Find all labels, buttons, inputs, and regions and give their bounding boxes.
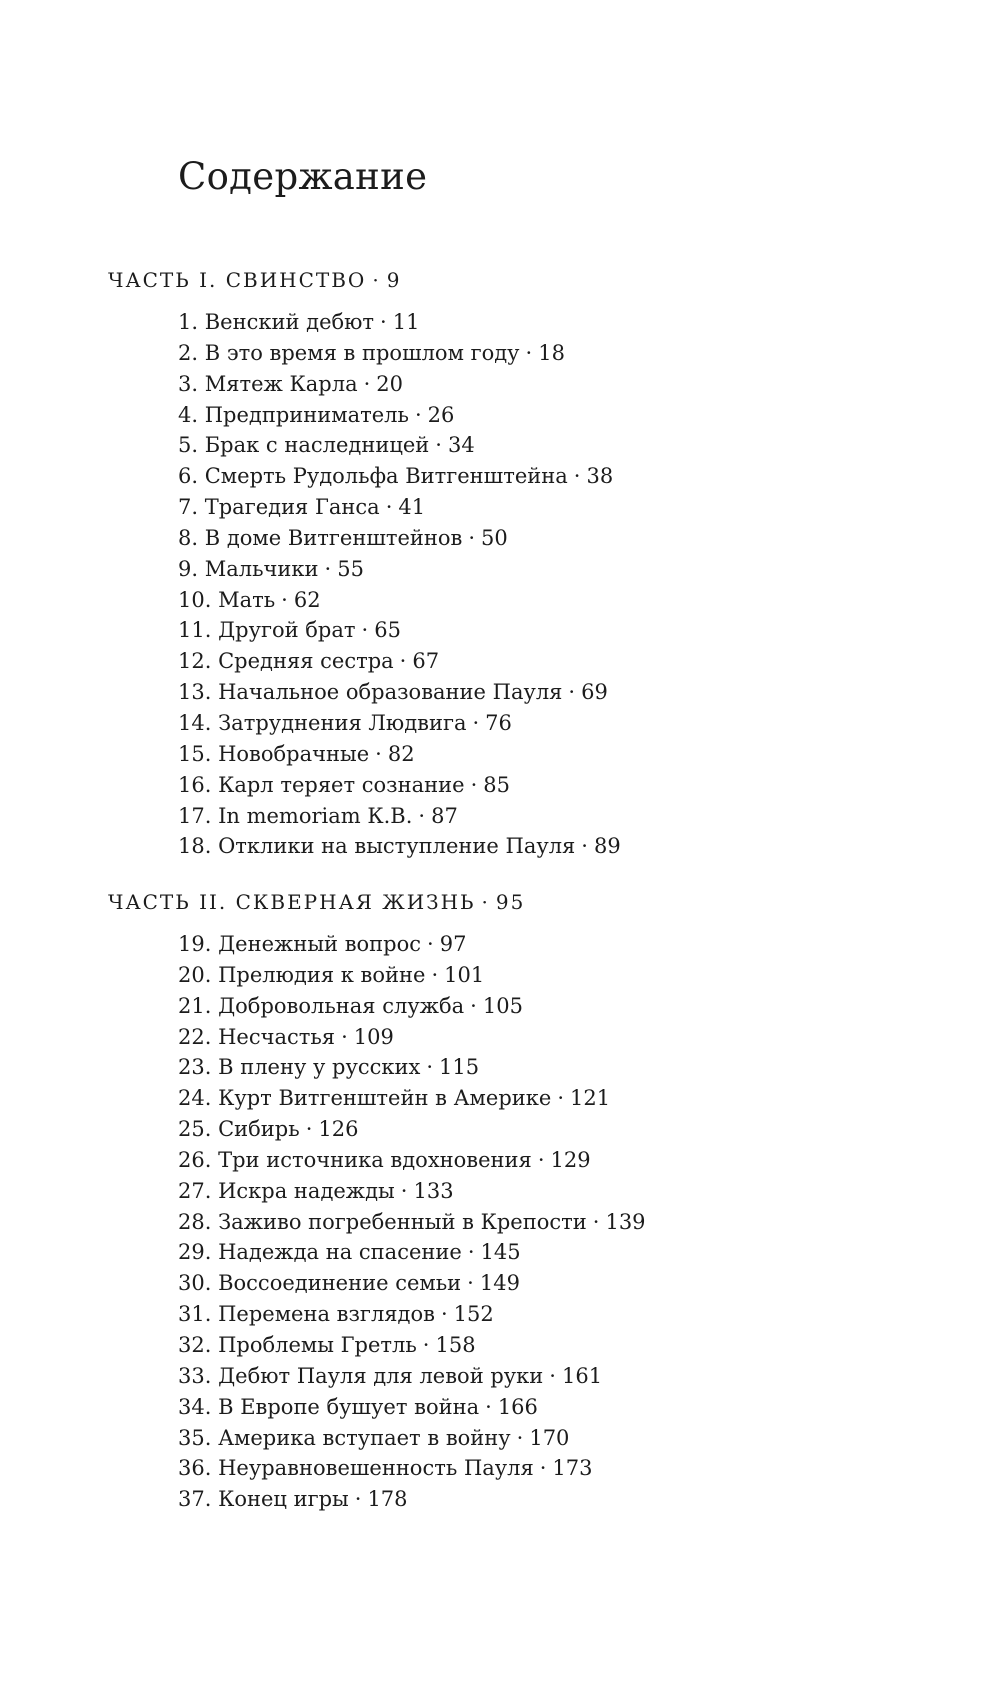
toc-entry[interactable]: [178, 1392, 968, 1423]
chapter-number: 8.: [178, 525, 199, 550]
chapter-title: Другой брат: [218, 618, 356, 643]
chapter-number: 27.: [178, 1178, 212, 1203]
toc-entry[interactable]: [178, 1268, 968, 1299]
chapter-page: 50: [481, 525, 508, 550]
separator: ·: [485, 1394, 492, 1419]
chapter-title: Карл теряет сознание: [218, 772, 465, 797]
chapter-page: 82: [387, 741, 415, 766]
separator: ·: [354, 1487, 362, 1512]
chapter-title: В Европе бушует война: [218, 1394, 480, 1419]
chapter-title: Венский дебют: [204, 310, 375, 334]
separator: ·: [581, 834, 588, 859]
toc-entry[interactable]: [178, 523, 968, 554]
chapter-page: 65: [374, 618, 401, 643]
toc-entry[interactable]: [178, 369, 968, 400]
toc-entry[interactable]: [178, 739, 968, 770]
separator: ·: [549, 1363, 556, 1388]
chapter-number: 3.: [178, 371, 199, 396]
chapter-number: 19.: [178, 932, 212, 956]
chapter-number: 36.: [178, 1456, 212, 1481]
separator: ·: [516, 1425, 524, 1450]
chapter-title: Надежда на спасение: [218, 1240, 462, 1265]
chapter-title: Мятеж Карла: [204, 371, 358, 396]
part-heading[interactable]: [108, 265, 968, 295]
chapter-title: Мальчики: [204, 556, 319, 581]
chapter-page: 20: [376, 371, 404, 396]
separator: ·: [481, 890, 490, 914]
chapter-page: 126: [318, 1117, 359, 1142]
separator: ·: [557, 1086, 564, 1111]
separator: ·: [568, 680, 576, 705]
toc-entry[interactable]: [178, 1145, 968, 1176]
toc-entry[interactable]: [178, 929, 968, 960]
chapter-page: 11: [392, 310, 420, 334]
toc-entry[interactable]: [178, 307, 968, 338]
separator: ·: [467, 1271, 474, 1296]
separator: ·: [422, 1332, 430, 1357]
chapter-title: Заживо погребенный в Крепости: [218, 1209, 587, 1234]
chapter-number: 12.: [178, 649, 212, 674]
chapter-title: Дебют Пауля для левой руки: [218, 1363, 544, 1388]
toc-entry[interactable]: [178, 1083, 968, 1114]
chapter-number: 13.: [178, 680, 212, 705]
chapter-list: [108, 929, 968, 1515]
chapter-title: Брак с наследницей: [204, 433, 430, 458]
chapter-title: Предприниматель: [204, 402, 409, 427]
chapter-title: Денежный вопрос: [218, 932, 422, 956]
chapter-list: [108, 307, 968, 862]
toc-entry[interactable]: [178, 1453, 968, 1484]
toc-entry[interactable]: [178, 801, 968, 832]
chapter-title: Прелюдия к войне: [218, 962, 426, 987]
separator: ·: [363, 371, 371, 396]
chapter-page: 76: [485, 710, 512, 735]
chapter-number: 37.: [178, 1487, 212, 1512]
page-title: Содержание: [178, 155, 428, 198]
chapter-number: 4.: [178, 402, 199, 427]
toc-entry[interactable]: [178, 770, 968, 801]
toc-entry[interactable]: [178, 492, 968, 523]
chapter-page: 105: [482, 993, 523, 1018]
chapter-page: 133: [413, 1178, 454, 1203]
chapter-number: 32.: [178, 1332, 212, 1357]
separator: ·: [435, 433, 442, 458]
separator: ·: [372, 268, 381, 292]
chapter-number: 31.: [178, 1302, 212, 1327]
separator: ·: [281, 587, 288, 612]
chapter-number: 28.: [178, 1209, 212, 1234]
separator: ·: [592, 1209, 600, 1234]
chapter-page: 109: [353, 1024, 394, 1049]
chapter-title: Неуравновешенность Пауля: [218, 1456, 534, 1481]
toc-entry[interactable]: [178, 430, 968, 461]
part-page: 9: [386, 268, 402, 292]
chapter-number: 21.: [178, 993, 212, 1018]
toc-entry[interactable]: [178, 1299, 968, 1330]
chapter-title: Средняя сестра: [218, 649, 394, 674]
chapter-number: 1.: [178, 310, 199, 334]
chapter-title: Новобрачные: [218, 741, 370, 766]
chapter-page: 97: [439, 932, 467, 956]
chapter-page: 38: [586, 464, 614, 489]
chapter-number: 9.: [178, 556, 199, 581]
chapter-number: 20.: [178, 962, 212, 987]
chapter-title: Америка вступает в войну: [218, 1425, 511, 1450]
separator: ·: [305, 1117, 313, 1142]
separator: ·: [525, 340, 533, 365]
toc-entry[interactable]: [178, 1330, 968, 1361]
chapter-number: 6.: [178, 464, 199, 489]
separator: ·: [361, 618, 369, 643]
chapter-number: 17.: [178, 803, 212, 828]
separator: ·: [427, 932, 434, 956]
toc-entry[interactable]: [178, 1207, 968, 1238]
toc-entry[interactable]: [178, 1052, 968, 1083]
part-label: ЧАСТЬ I. СВИНСТВО: [108, 268, 367, 292]
chapter-number: 11.: [178, 618, 212, 643]
chapter-number: 25.: [178, 1117, 212, 1142]
chapter-title: Три источника вдохновения: [218, 1147, 532, 1172]
toc-entry[interactable]: [178, 1176, 968, 1207]
separator: ·: [399, 649, 407, 674]
separator: ·: [573, 464, 581, 489]
chapter-title: Проблемы Гретль: [218, 1332, 417, 1357]
chapter-title: Отклики на выступление Пауля: [218, 834, 576, 859]
chapter-page: 41: [398, 495, 426, 520]
part-page: 95: [495, 890, 526, 914]
chapter-page: 173: [552, 1456, 593, 1481]
chapter-page: 170: [529, 1425, 570, 1450]
part-heading[interactable]: [108, 887, 968, 917]
separator: ·: [470, 993, 477, 1018]
toc-entry[interactable]: [178, 400, 968, 431]
chapter-page: 152: [453, 1302, 494, 1327]
chapter-title: Курт Витгенштейн в Америке: [218, 1086, 552, 1111]
chapter-title: Конец игры: [218, 1487, 349, 1512]
separator: ·: [472, 710, 480, 735]
chapter-title: Несчастья: [218, 1024, 336, 1049]
chapter-number: 29.: [178, 1240, 212, 1265]
toc-entry[interactable]: [178, 615, 968, 646]
separator: ·: [385, 495, 393, 520]
toc-entry[interactable]: [178, 461, 968, 492]
chapter-page: 85: [483, 772, 510, 797]
chapter-number: 30.: [178, 1271, 212, 1296]
chapter-page: 158: [435, 1332, 476, 1357]
chapter-page: 87: [431, 803, 458, 828]
chapter-page: 67: [412, 649, 440, 674]
separator: ·: [380, 310, 387, 334]
toc-entry[interactable]: [178, 831, 968, 862]
separator: ·: [440, 1302, 448, 1327]
toc-entry[interactable]: [178, 1237, 968, 1268]
toc-entry[interactable]: [178, 554, 968, 585]
chapter-title: Мать: [218, 587, 276, 612]
part-2: [108, 887, 968, 1515]
chapter-title: Смерть Рудольфа Витгенштейна: [204, 464, 568, 489]
chapter-number: 2.: [178, 340, 199, 365]
chapter-page: 149: [479, 1271, 520, 1296]
toc-entry[interactable]: [178, 991, 968, 1022]
chapter-page: 129: [550, 1147, 591, 1172]
chapter-title: In memoriam К.В.: [218, 803, 413, 828]
chapter-title: Добровольная служба: [218, 993, 465, 1018]
chapter-number: 23.: [178, 1055, 212, 1080]
toc-entry[interactable]: [178, 1361, 968, 1392]
toc-entry[interactable]: [178, 338, 968, 369]
chapter-number: 5.: [178, 433, 199, 458]
separator: ·: [467, 1240, 475, 1265]
chapter-page: 166: [497, 1394, 538, 1419]
chapter-number: 15.: [178, 741, 212, 766]
chapter-number: 35.: [178, 1425, 212, 1450]
toc-entry[interactable]: [178, 1484, 968, 1515]
chapter-page: 18: [538, 340, 565, 365]
chapter-number: 26.: [178, 1147, 212, 1172]
chapter-page: 115: [439, 1055, 480, 1080]
separator: ·: [426, 1055, 433, 1080]
chapter-title: Искра надежды: [218, 1178, 395, 1203]
separator: ·: [400, 1178, 408, 1203]
toc-entry[interactable]: [178, 677, 968, 708]
separator: ·: [414, 402, 422, 427]
chapter-page: 34: [447, 433, 475, 458]
chapter-page: 101: [444, 962, 485, 987]
toc-entry[interactable]: [178, 1114, 968, 1145]
chapter-number: 24.: [178, 1086, 212, 1111]
separator: ·: [375, 741, 382, 766]
chapter-page: 161: [561, 1363, 603, 1388]
chapter-number: 10.: [178, 587, 212, 612]
chapter-page: 26: [427, 402, 455, 427]
toc-entry[interactable]: [178, 960, 968, 991]
chapter-title: Затруднения Людвига: [218, 710, 467, 735]
chapter-page: 145: [480, 1240, 521, 1265]
separator: ·: [431, 962, 439, 987]
chapter-title: Перемена взглядов: [218, 1302, 435, 1327]
chapter-title: Трагедия Ганса: [204, 495, 380, 520]
separator: ·: [341, 1024, 348, 1049]
separator: ·: [324, 556, 332, 581]
chapter-title: Сибирь: [218, 1117, 300, 1142]
part-label: ЧАСТЬ II. СКВЕРНАЯ ЖИЗНЬ: [108, 890, 476, 914]
chapter-title: В плену у русских: [218, 1055, 421, 1080]
chapter-number: 33.: [178, 1363, 212, 1388]
separator: ·: [539, 1456, 547, 1481]
part-1: [108, 265, 968, 862]
toc-entry[interactable]: [178, 1022, 968, 1053]
chapter-title: Начальное образование Пауля: [218, 680, 563, 705]
toc-entry[interactable]: [178, 1423, 968, 1454]
chapter-number: 18.: [178, 834, 212, 859]
chapter-number: 7.: [178, 495, 199, 520]
separator: ·: [537, 1147, 545, 1172]
chapter-page: 89: [593, 834, 621, 859]
toc-entry[interactable]: [178, 585, 968, 616]
chapter-page: 69: [581, 680, 608, 705]
separator: ·: [470, 772, 478, 797]
chapter-number: 14.: [178, 710, 212, 735]
chapter-number: 16.: [178, 772, 212, 797]
chapter-page: 62: [293, 587, 321, 612]
separator: ·: [418, 803, 426, 828]
separator: ·: [468, 525, 476, 550]
chapter-page: 55: [337, 556, 364, 581]
chapter-number: 34.: [178, 1394, 212, 1419]
chapter-title: В доме Витгенштейнов: [204, 525, 463, 550]
chapter-page: 121: [570, 1086, 611, 1111]
chapter-page: 178: [367, 1487, 408, 1512]
chapter-number: 22.: [178, 1024, 212, 1049]
toc-entry[interactable]: [178, 646, 968, 677]
chapter-title: В это время в прошлом году: [204, 340, 520, 365]
chapter-title: Воссоединение семьи: [218, 1271, 462, 1296]
chapter-page: 139: [605, 1209, 646, 1234]
toc-entry[interactable]: [178, 708, 968, 739]
